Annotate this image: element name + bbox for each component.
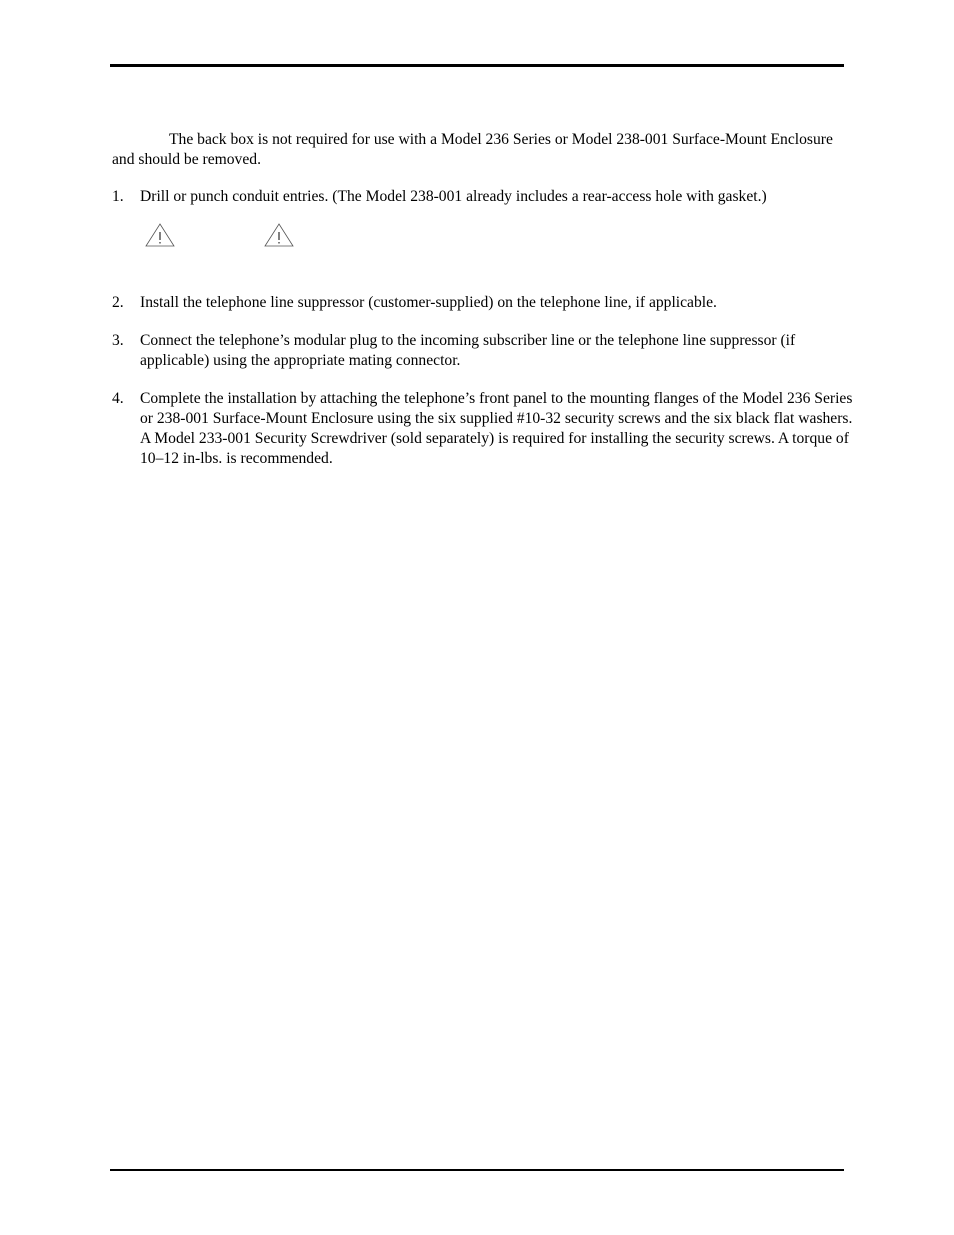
step-2 [112, 293, 857, 313]
step-text: Drill or punch conduit entries. (The Model 238-001 already includes a rear-access hole with gasket.) [140, 188, 767, 205]
step-4 [112, 389, 857, 469]
intro-paragraph: The back box is not required for use with a Model 236 Series or Model 238-001 Surface-Mount Enclosure and should be removed. [112, 131, 833, 168]
warning-triangle-icon [264, 223, 294, 247]
step-number: 4. [112, 390, 124, 407]
header-rule [110, 64, 844, 67]
step-3 [112, 331, 857, 371]
step-number: 1. [112, 188, 124, 205]
step-text: Install the telephone line suppressor (customer-supplied) on the telephone line, if applicable. [140, 294, 717, 311]
step-text: Connect the telephone’s modular plug to the incoming subscriber line or the telephone line suppressor (if applicable) using the appropriate mating connector. [140, 332, 796, 369]
step-number: 3. [112, 332, 124, 349]
footer-rule [110, 1169, 844, 1171]
step-number: 2. [112, 294, 124, 311]
warning-triangle-icon [145, 223, 175, 247]
step-text: Complete the installation by attaching the telephone’s front panel to the mounting flanges of the Model 236 Series or 238-001 Surface-Mount Enclosure using the six supplied #10-32 security screws and the six black flat washers. A Model 233-001 Security Screwdriver (sold separately) is required for installing the security screws. A torque of 10–12 in-lbs. is recommended. [140, 390, 853, 467]
step-1 [112, 187, 857, 207]
